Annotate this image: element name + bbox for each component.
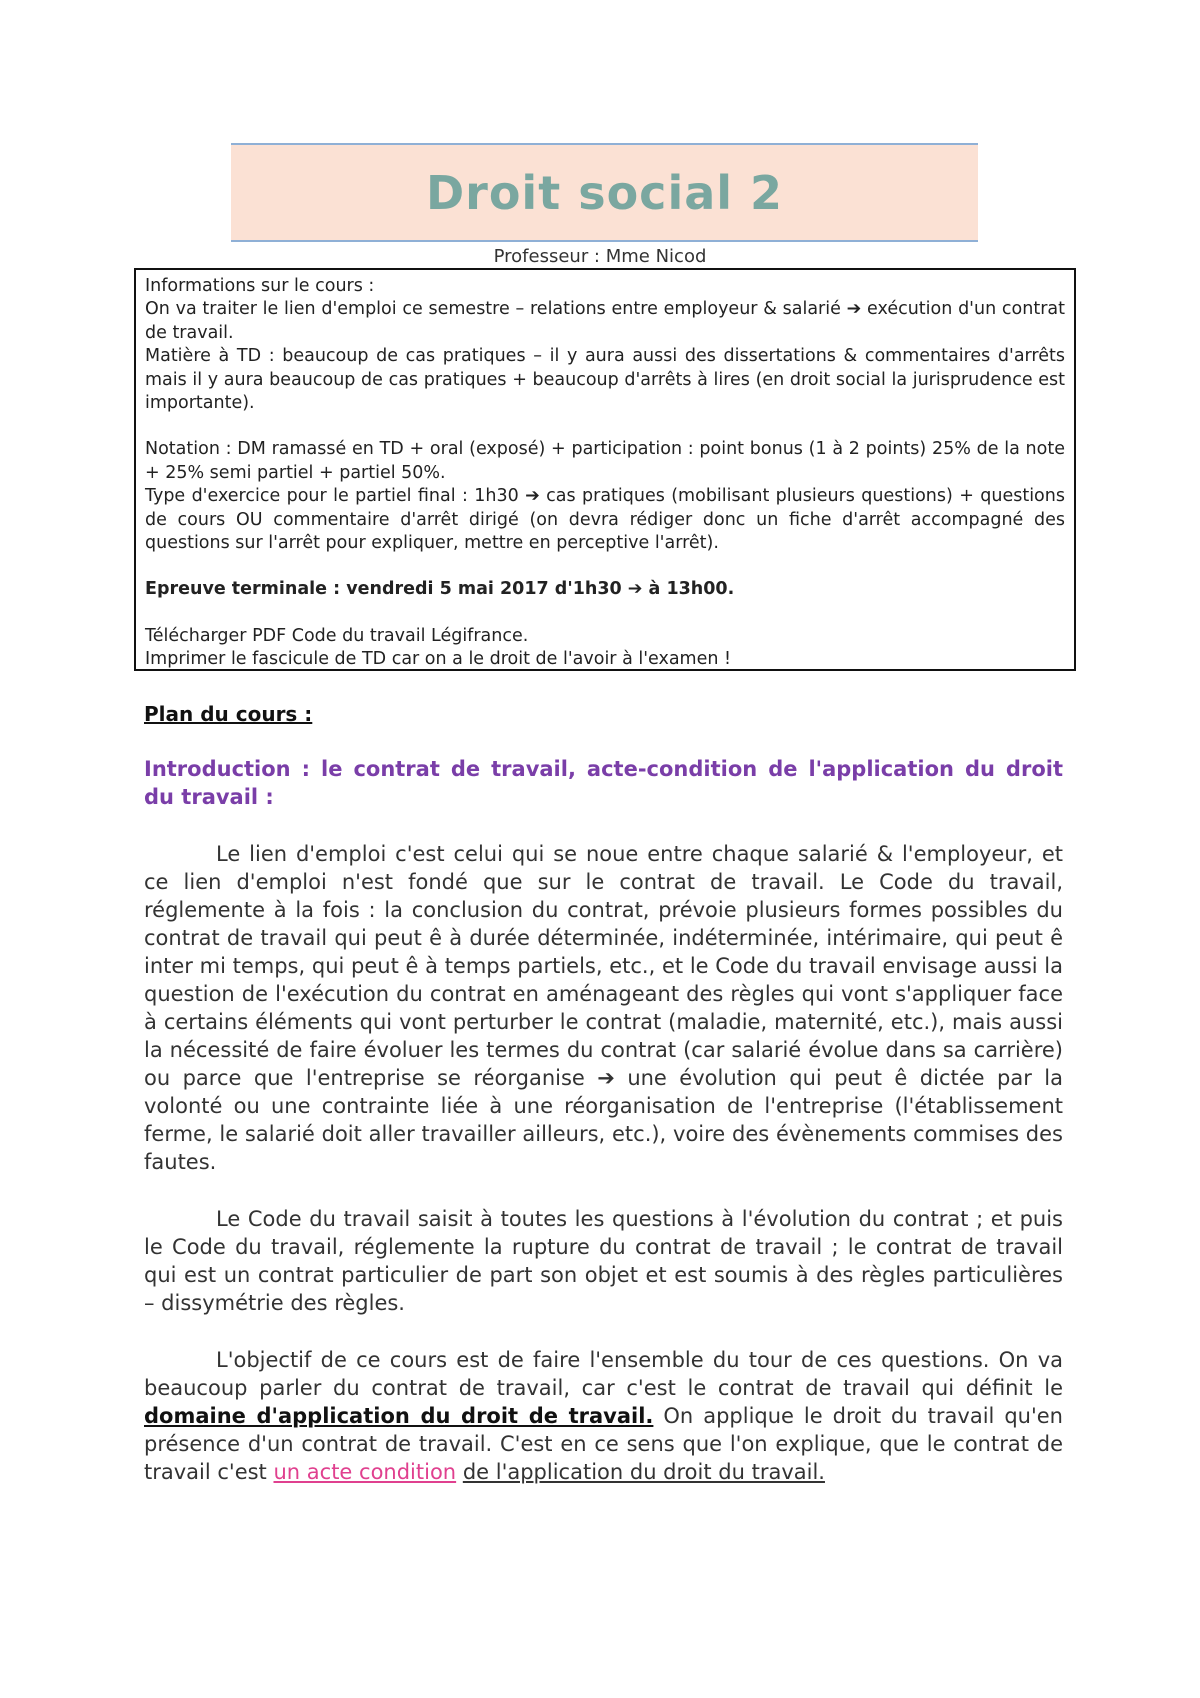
arrow-icon: ➔ <box>846 299 862 320</box>
acte-condition-emphasis: un acte condition <box>273 1460 457 1484</box>
arrow-icon: ➔ <box>597 1066 615 1090</box>
arrow-icon: ➔ <box>525 486 540 507</box>
paragraph-labour-code: Le Code du travail saisit à toutes les questions à l'évolution du contrat ; et puis le Code du travail, réglemente la rupture du contrat de travail ; le contrat de travail qui est un contrat particulier de part son objet et est soumis à des règles particulières – dissymétrie des règles. <box>144 1207 1063 1315</box>
info-exam <box>145 578 1065 601</box>
scope-emphasis: domaine d'application du droit de travail. <box>144 1404 654 1428</box>
info-exercise-end: cas pratiques (mobilisant plusieurs questions) + questions de cours OU commentaire d'arrêt dirigé (on devra rédiger donc un fiche d'arrêt accompagné des questions sur l'arrêt pour expliquer, mettre en perceptive l'arrêt). <box>145 486 1065 554</box>
document-title: Droit social 2 <box>425 165 784 220</box>
info-download: Télécharger PDF Code du travail Légifrance. <box>145 625 529 646</box>
plan-heading: Plan du cours : <box>144 702 313 726</box>
professor-line: Professeur : Mme Nicod <box>493 246 707 267</box>
arrow-icon: ➔ <box>627 579 643 600</box>
info-line-bond-end: exécution d'un contrat de travail. <box>145 299 1065 343</box>
paragraph-1-text: Le lien d'emploi c'est celui qui se noue entre chaque salarié & l'employeur, et ce lien d'emploi n'est fondé que sur le contrat de travail. Le Code du travail, réglemente à la fois : la conclusion du contrat, prévoie plusieurs formes possibles du contrat de travail qui peut ê à durée déterminée, indéterminée, intérimaire, qui peut ê inter mi temps, qui peut ê à temps partiels, etc., et le Code du travail envisage aussi la question de l'exécution du contrat en aménageant des règles qui vont s'appliquer face à certains éléments qui vont perturber le contrat (maladie, maternité, etc.), mais aussi la nécessité de faire évoluer les termes du contrat (car salarié évolue dans sa carrière) ou parce que l'entreprise se réorganise <box>144 842 1063 1090</box>
paragraph-course-objective <box>144 1346 1063 1486</box>
info-heading: Informations sur le cours : <box>145 276 375 296</box>
title-banner <box>231 143 978 242</box>
info-exam-start: Epreuve terminale : vendredi 5 mai 2017 d'1h30 <box>145 579 622 600</box>
info-print: Imprimer le fascicule de TD car on a le droit de l'avoir à l'examen ! <box>145 649 732 670</box>
introduction-heading: Introduction : le contrat de travail, acte-condition de l'application du droit du travail : <box>144 757 1063 809</box>
info-line-bond <box>145 298 1065 345</box>
course-info-box <box>134 268 1076 671</box>
paragraph-3-end: de l'application du droit du travail. <box>462 1460 825 1484</box>
info-line-bond-text: On va traiter le lien d'emploi ce semestre – relations entre employeur & salarié <box>145 299 841 320</box>
paragraph-3-text: L'objectif de ce cours est de faire l'ensemble du tour de ces questions. On va beaucoup parler du contrat de travail, car c'est le contrat de travail qui définit le <box>144 1348 1063 1400</box>
info-exercise <box>145 485 1065 555</box>
info-exercise-start: Type d'exercice pour le partiel final : 1h30 <box>145 486 519 507</box>
info-notation: Notation : DM ramassé en TD + oral (exposé) + participation : point bonus (1 à 2 points) 25% de la note + 25% semi partiel + partiel 50%. <box>145 439 1065 483</box>
info-exam-end: à 13h00. <box>648 579 735 600</box>
info-td: Matière à TD : beaucoup de cas pratiques – il y aura aussi des dissertations & commentaires d'arrêts mais il y aura beaucoup de cas pratiques + beaucoup d'arrêts à lires (en droit social la jurisprudence est importante). <box>145 346 1065 414</box>
paragraph-employment-bond <box>144 840 1063 1176</box>
paragraph-1-end: une évolution qui peut ê dictée par la volonté ou une contrainte liée à une réorganisation de l'entreprise (l'établissement ferme, le salarié doit aller travailler ailleurs, etc.), voire des évènements commises des fautes. <box>144 1066 1063 1174</box>
paragraph-3-middle: On applique le droit du travail qu'en présence d'un contrat de travail. C'est en ce sens que l'on explique, que le contrat de travail c'est <box>144 1404 1063 1484</box>
